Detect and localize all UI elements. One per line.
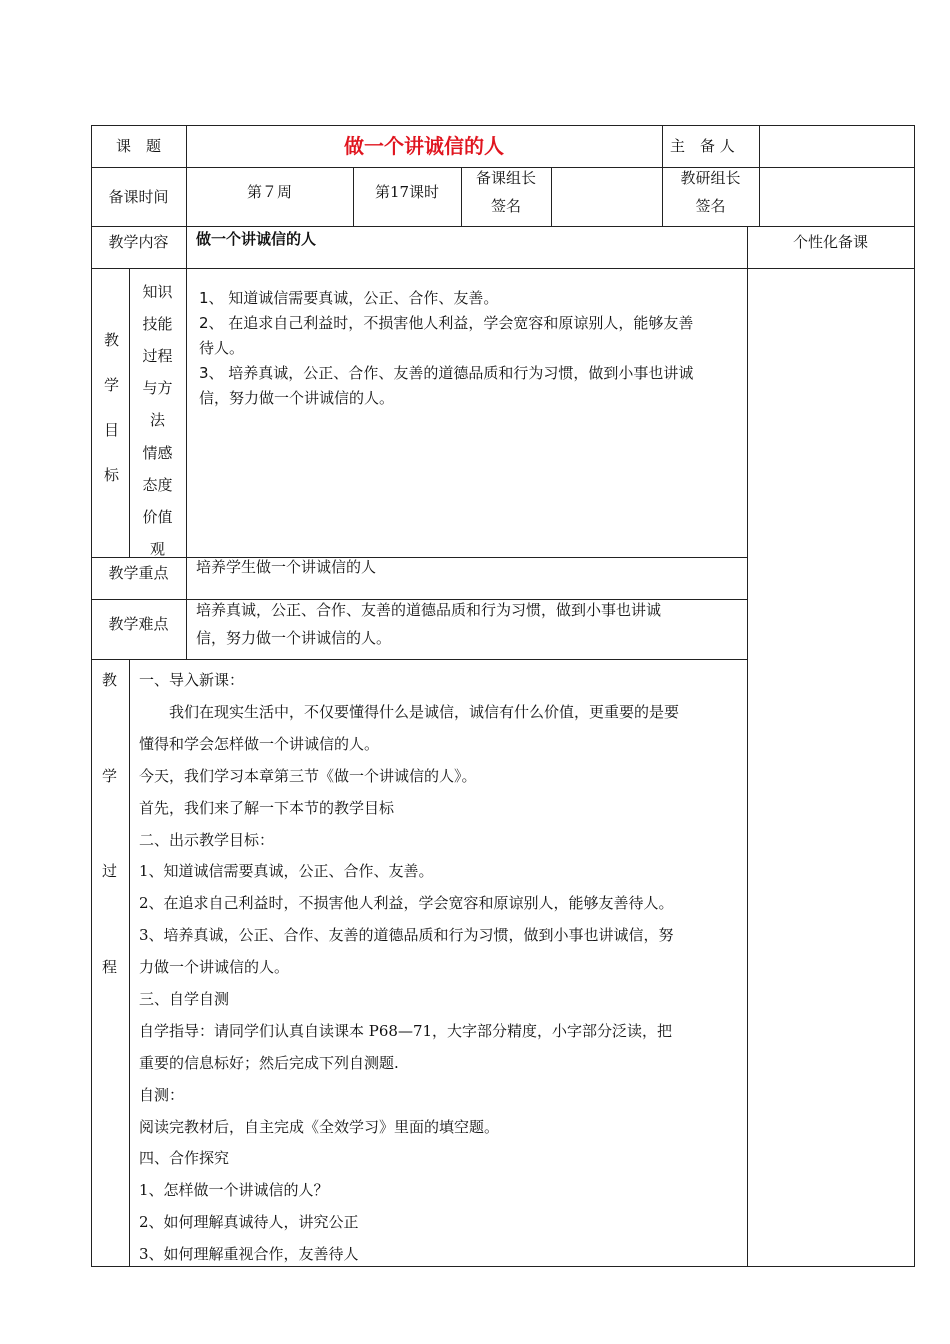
difficulty-line: 培养真诚，公正、合作、友善的道德品质和行为习惯，做到小事也讲诚 (196, 601, 662, 619)
personal-column-divider (747, 226, 748, 1266)
objective-category-label: 过程 (142, 347, 173, 365)
table-border-bottom (91, 1266, 915, 1267)
period-value: 第17课时 (374, 183, 440, 201)
week-value: 第７周 (246, 183, 292, 201)
process-line: 二、出示教学目标： (139, 831, 275, 849)
row-divider (91, 659, 747, 660)
col-divider (759, 167, 760, 226)
group-leader-sign-label: 签名 (490, 197, 521, 215)
content-label: 教学内容 (108, 233, 169, 251)
objectives-side-char: 目 (104, 421, 120, 439)
group-leader-label: 备课组长 (475, 169, 536, 187)
col-divider (129, 659, 130, 1266)
process-line: 重要的信息标好；然后完成下列自测题. (139, 1054, 399, 1072)
process-line: 阅读完教材后，自主完成《全效学习》里面的填空题。 (139, 1118, 500, 1136)
objective-category-label: 观 (149, 540, 165, 558)
difficulty-label: 教学难点 (108, 615, 169, 633)
content-value: 做一个讲诚信的人 (196, 230, 317, 248)
research-leader-sign-label: 签名 (695, 197, 726, 215)
process-line: 2、在追求自己利益时，不损害他人利益，学会宽容和原谅别人，能够友善待人。 (139, 894, 674, 912)
row-divider (91, 557, 747, 558)
process-line: 自测： (139, 1086, 185, 1104)
process-side-char: 学 (102, 767, 118, 785)
process-side-char: 教 (102, 671, 118, 689)
subject-label: 课 题 (115, 137, 161, 155)
objective-category-label: 知识 (142, 283, 173, 301)
process-line: 力做一个讲诚信的人。 (139, 958, 290, 976)
process-line: 我们在现实生活中，不仅要懂得什么是诚信，诚信有什么价值，更重要的是要 (139, 703, 680, 721)
process-line: 1、知道诚信需要真诚，公正、合作、友善。 (139, 862, 434, 880)
objectives-side-char: 教 (104, 331, 120, 349)
key-point-value: 培养学生做一个讲诚信的人 (196, 558, 377, 576)
objective-category-label: 价值 (142, 508, 173, 526)
objective-line: 信，努力做一个讲诚信的人。 (199, 389, 395, 407)
preparer-label: 主 备 人 (670, 137, 735, 155)
table-border-right (914, 125, 915, 1266)
process-line: 四、合作探究 (139, 1149, 230, 1167)
process-line: 一、导入新课： (139, 671, 245, 689)
col-divider (186, 557, 187, 659)
objective-category-label: 法 (149, 411, 165, 429)
objective-line: 1、 知道诚信需要真诚，公正、合作、友善。 (199, 289, 499, 307)
page-title: 做一个讲诚信的人 (344, 134, 504, 158)
col-divider (759, 125, 760, 167)
process-line: 3、培养真诚，公正、合作、友善的道德品质和行为习惯，做到小事也讲诚信，努 (139, 926, 674, 944)
table-border-top (91, 125, 915, 126)
col-divider (186, 268, 187, 557)
process-line: 三、自学自测 (139, 990, 230, 1008)
objective-line: 3、 培养真诚，公正、合作、友善的道德品质和行为习惯，做到小事也讲诚 (199, 364, 694, 382)
difficulty-line: 信，努力做一个讲诚信的人。 (196, 629, 392, 647)
process-line: 今天，我们学习本章第三节《做一个讲诚信的人》。 (139, 767, 477, 785)
objectives-side-char: 学 (104, 376, 120, 394)
personal-prep-label: 个性化备课 (792, 233, 868, 251)
process-line: 3、如何理解重视合作，友善待人 (139, 1245, 359, 1263)
table-border-left (91, 125, 92, 1266)
process-line: 懂得和学会怎样做一个讲诚信的人。 (139, 735, 380, 753)
row-divider (91, 226, 915, 227)
process-line: 2、如何理解真诚待人，讲究公正 (139, 1213, 359, 1231)
objective-category-label: 与方 (142, 379, 173, 397)
process-side-char: 过 (102, 862, 118, 880)
research-leader-label: 教研组长 (680, 169, 741, 187)
objective-line: 待人。 (199, 339, 245, 357)
objective-line: 2、 在追求自己利益时，不损害他人利益，学会宽容和原谅别人，能够友善 (199, 314, 694, 332)
process-side-char: 程 (102, 958, 118, 976)
objective-category-label: 情感 (142, 444, 173, 462)
objectives-side-char: 标 (104, 466, 120, 484)
process-line: 首先，我们来了解一下本节的教学目标 (139, 799, 395, 817)
schedule-time-label: 备课时间 (108, 188, 169, 206)
objective-category-label: 态度 (142, 476, 173, 494)
row-divider (91, 268, 915, 269)
col-divider (551, 167, 552, 226)
key-point-label: 教学重点 (108, 564, 169, 582)
col-divider (662, 125, 663, 167)
process-line: 自学指导：请同学们认真自读课本 P68—71，大字部分精度，小字部分泛读，把 (139, 1022, 673, 1040)
objective-category-label: 技能 (142, 315, 173, 333)
process-line: 1、怎样做一个讲诚信的人？ (139, 1181, 329, 1199)
